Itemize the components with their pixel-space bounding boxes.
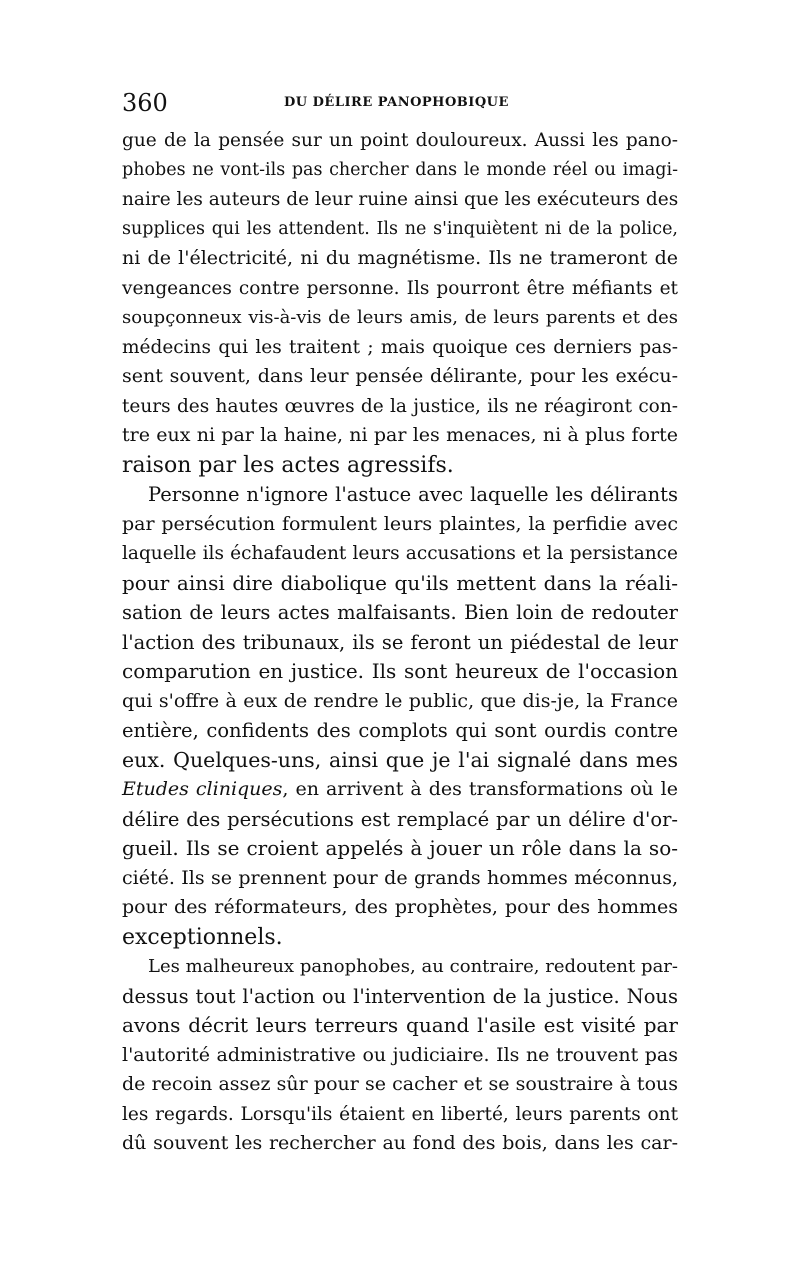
- text-line: l'autorité administrative ou judiciaire. Ils ne trouvent pas: [122, 1043, 678, 1066]
- text-line: sation de leurs actes malfaisants. Bien loin de redouter: [122, 601, 678, 624]
- text-line: vengeances contre personne. Ils pourront être méfiants et: [122, 277, 678, 299]
- text-line: eux. Quelques-uns, ainsi que je l'ai signalé dans mes: [122, 747, 678, 772]
- text-line: supplices qui les attendent. Ils ne s'inquiètent ni de la police,: [122, 218, 678, 239]
- text-line: pour ainsi dire diabolique qu'ils mettent dans la réali-: [122, 570, 678, 595]
- text-line: exceptionnels.: [122, 924, 283, 950]
- text-line: soupçonneux vis-à-vis de leurs amis, de leurs parents et des: [122, 307, 678, 328]
- text-line: teurs des hautes œuvres de la justice, ils ne réagiront con-: [122, 395, 678, 417]
- text-line: laquelle ils échafaudent leurs accusations et la persistance: [122, 543, 678, 564]
- text-line: gueil. Ils se croient appelés à jouer un rôle dans la so-: [122, 836, 678, 860]
- text-line: tre eux ni par la haine, ni par les menaces, ni à plus forte: [122, 424, 678, 446]
- text-line: naire les auteurs de leur ruine ainsi que les exécuteurs des: [122, 189, 679, 210]
- text-line: délire des persécutions est remplacé par un délire d'or-: [122, 807, 678, 831]
- running-title: DU DÉLIRE PANOPHOBIQUE: [284, 95, 509, 110]
- text-line: gue de la pensée sur un point douloureux. Aussi les pano-: [122, 130, 678, 151]
- text-line: l'action des tribunaux, ils se feront un piédestal de leur: [122, 630, 678, 654]
- text-line: par persécution formulent leurs plaintes, la perfidie avec: [122, 512, 678, 535]
- italic-title: Etudes cliniques: [122, 778, 283, 800]
- text-line: dû souvent les rechercher au fond des bois, dans les car-: [122, 1132, 678, 1154]
- text-line: sent souvent, dans leur pensée délirante, pour les exécu-: [122, 365, 678, 387]
- text-line: ciété. Ils se prennent pour de grands hommes méconnus,: [122, 866, 678, 889]
- text-line: qui s'offre à eux de rendre le public, que dis-je, la France: [122, 689, 678, 712]
- text-line: les regards. Lorsqu'ils étaient en liberté, leurs parents ont: [122, 1103, 678, 1125]
- page-number: 360: [122, 89, 168, 117]
- text-line-with-italic: [122, 775, 678, 805]
- text-line: avons décrit leurs terreurs quand l'asile est visité par: [122, 1013, 678, 1037]
- body-text: [122, 126, 678, 1159]
- text-line: Personne n'ignore l'astuce avec laquelle les délirants: [148, 483, 678, 506]
- text-line: comparution en justice. Ils sont heureux de l'occasion: [122, 659, 678, 683]
- text-line: raison par les actes agressifs.: [122, 452, 454, 478]
- running-head: [122, 88, 678, 118]
- text-line: médecins qui les traitent ; mais quoique ces derniers pas-: [122, 336, 678, 358]
- text-line: entière, confidents des complots qui sont ourdis contre: [122, 719, 678, 742]
- paragraph-1: [122, 126, 678, 480]
- text-fragment: des transformations où le: [428, 778, 679, 800]
- text-line: phobes ne vont-ils pas chercher dans le monde réel ou imagi-: [122, 159, 678, 180]
- text-line: Les malheureux panophobes, au contraire, redoutent par-: [148, 956, 678, 977]
- paragraph-2: [122, 480, 678, 952]
- text-line: ni de l'électricité, ni du magnétisme. Ils ne trameront de: [122, 247, 678, 269]
- text-line: pour des réformateurs, des prophètes, pour des hommes: [122, 896, 678, 918]
- text-line: de recoin assez sûr pour se cacher et se soustraire à tous: [122, 1073, 678, 1095]
- paragraph-3: [122, 952, 678, 1159]
- text-line: dessus tout l'action ou l'intervention de la justice. Nous: [122, 984, 678, 1008]
- text-fragment: , en arrivent à: [282, 778, 422, 800]
